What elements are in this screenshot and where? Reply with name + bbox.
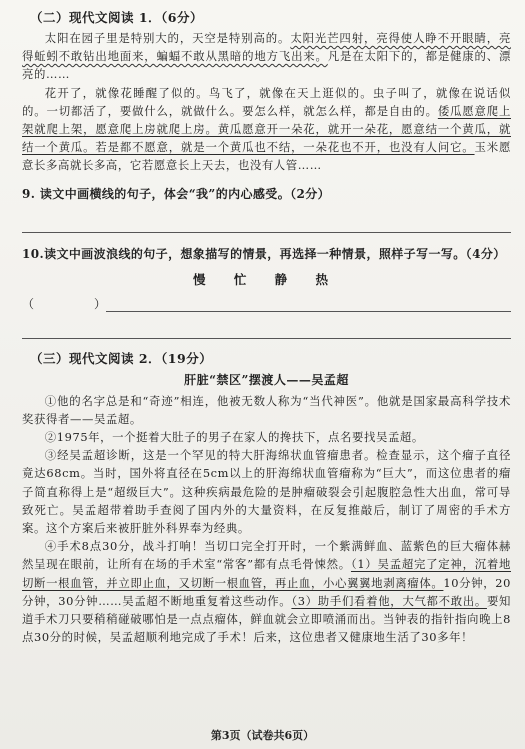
q10-paren-open: （ xyxy=(22,296,35,311)
section-2-title: （二）现代文阅读 1．（6分） xyxy=(30,10,203,25)
passage1-p1-plain: 太阳在园子里是特别大的，天空是特别高的。 xyxy=(44,31,291,45)
passage2-paragraph-4 xyxy=(22,537,511,646)
q10-answer-line-2[interactable] xyxy=(22,324,511,339)
passage1-p2-plain: 花开了，就像花睡醒了似的。鸟飞了，就像在天上逛似的。虫子叫了，就像在说话似的。一切都活了，要做什么，就做什么。要怎么样，就怎么样，都是自由的。 xyxy=(22,85,511,118)
passage2-p4-tail: 要知道手术刀只要稍稍碰破哪怕是一点点瘤体，鲜血就会立即喷涌而出。当钟表的指针指向晚上8点30分的时候，吴孟超顺利地完成了手术！后来，这位患者又健康地生活了30多年！ xyxy=(22,593,512,645)
passage1-p1-wavy-sentence: 太阳光芒四射，亮得使人睁不开眼睛，亮得蚯蚓不敢钻出地面来，蝙蝠不敢从黑暗的地方飞出来。 xyxy=(22,31,511,64)
passage1-p1-tail: 凡是在太阳下的，都是健康的、漂亮的…… xyxy=(22,49,511,82)
passage2-p4-underlined-3: （3）助手们看着他，大气都不敢出。 xyxy=(291,593,487,608)
passage2-paragraph-3: ③经吴孟超诊断，这是一个罕见的特大肝海绵状血管瘤患者。检查显示，这个瘤子直径竟达68cm。当时，国外将直径在5cm以上的肝海绵状血管瘤称为“巨大”，而这位患者的瘤子简直称得上是“超级巨大”。这种疾病最危险的是肿瘤破裂会引起腹腔急性大出血，常可导致死亡。吴孟超带着助手查阅了国内外的大量资料，在反复推敲后，制订了周密的手术方案。这个方案后来被肝脏外科界奉为经典。 xyxy=(22,448,511,536)
question-10: 10.读文中画波浪线的句子，想象描写的情景，再选择一种情景，照样子写一写。（4分） xyxy=(22,246,506,261)
passage2-paragraph-1: ①他的名字总是和“奇迹”相连，他被无数人称为“当代神医”。他就是国家最高科学技术奖获得者——吴孟超。 xyxy=(22,393,511,426)
q9-answer-line[interactable] xyxy=(22,218,511,233)
section-3-title: （三）现代文阅读 2．（19分） xyxy=(30,350,213,366)
passage2-p4-underlined-1: （1）吴孟超完了定神，沉着地切断一根血管，并立即止血，又切断一根血管，再止血，小心翼翼地剥离瘤体。 xyxy=(22,557,511,590)
q10-answer-line-1[interactable] xyxy=(106,297,511,312)
q10-answer-row xyxy=(22,292,511,312)
passage2-p4-middle: 10分钟，20分钟，30分钟……吴孟超不断地重复着这些动作。 xyxy=(22,575,511,608)
q10-word-choices: 慢 忙 静 热 xyxy=(192,271,341,287)
q10-paren-close: ） xyxy=(94,296,107,311)
page-footer: 第3页（试卷共6页） xyxy=(210,729,315,742)
passage2-paragraph-2: ②1975年，一个挺着大肚子的男子在家人的搀扶下，点名要找吴孟超。 xyxy=(44,430,424,445)
passage1-paragraph-2 xyxy=(22,84,511,175)
question-9: 9. 读文中画横线的句子，体会“我”的内心感受。（2分） xyxy=(22,186,331,201)
article-title: 肝脏“禁区”摆渡人——吴孟超 xyxy=(184,372,349,387)
passage1-p2-underlined-sentence: 倭瓜愿意爬上架就爬上架，愿意爬上房就爬上房。黄瓜愿意开一朵花，就开一朵花，愿意结一个黄瓜，就结一个黄瓜。若是都不愿意，就是一个黄瓜也不结，一朵花也不开，也没有人问它。 xyxy=(22,103,511,155)
passage1-p2-tail: 玉米愿意长多高就长多高，它若愿意长上天去，也没有人管…… xyxy=(22,140,511,173)
passage1-paragraph-1 xyxy=(22,29,511,84)
passage2-p4-plain: ④手术8点30分，战斗打响！当切口完全打开时，一个紫满鲜血、蓝紫色的巨大瘤体赫然呈现在眼前，让所有在场的手术室“常客”都有点毛骨悚然。 xyxy=(22,539,511,572)
